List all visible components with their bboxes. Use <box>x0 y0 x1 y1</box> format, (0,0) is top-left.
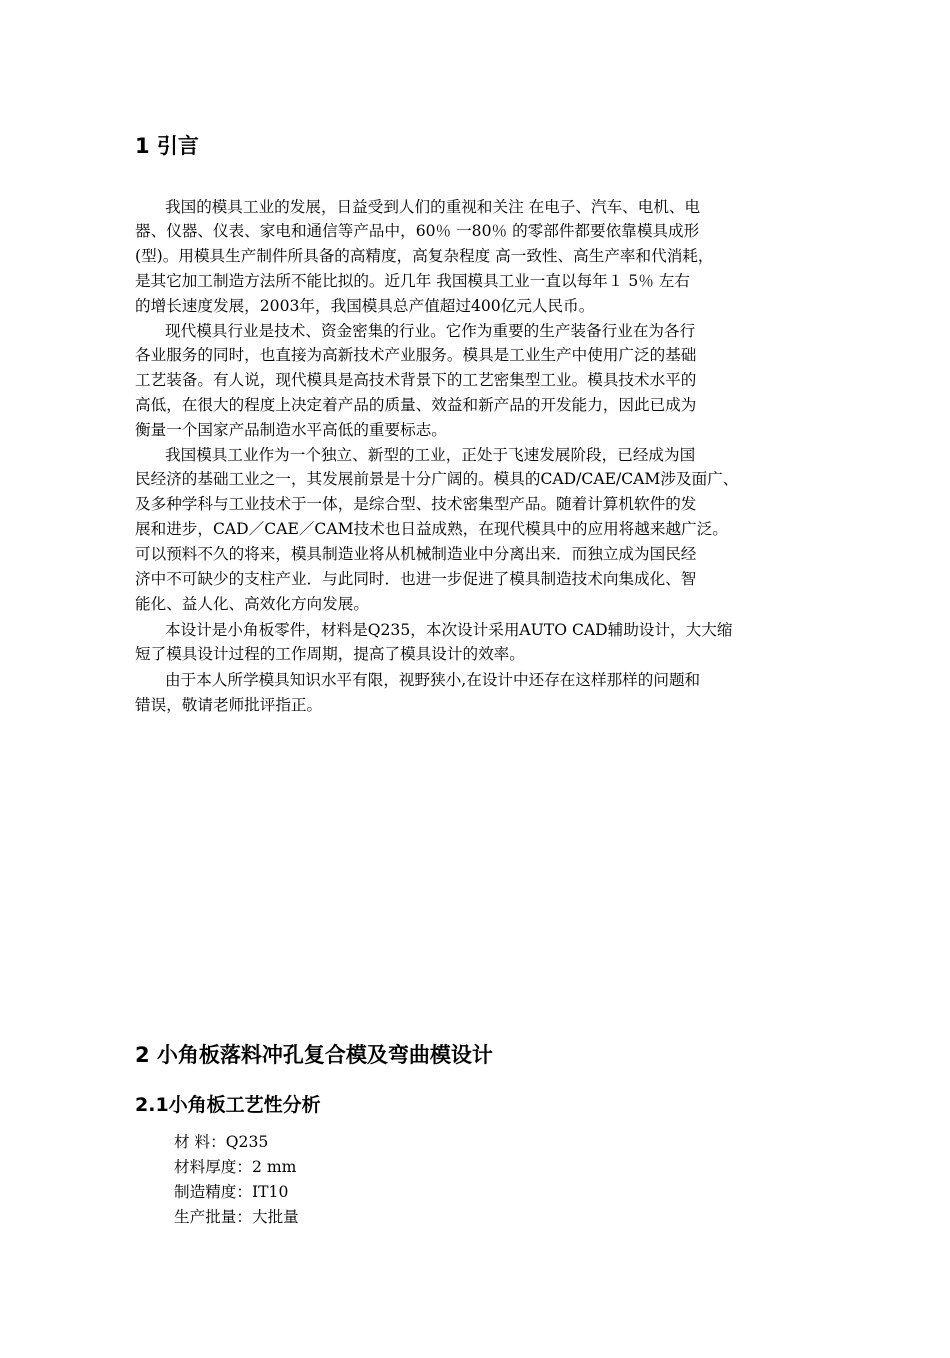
section-1-heading: 1 引言 <box>135 134 199 158</box>
text-line: 短了模具设计过程的工作周期，提高了模具设计的效率。 <box>135 645 525 663</box>
text-line: 工艺装备。有人说，现代模具是高技术背景下的工艺密集型工业。模具技术水平的 <box>135 371 697 389</box>
text-line: 衡量一个国家产品制造水平高低的重要标志。 <box>135 421 447 439</box>
text-line: 能化、益人化、高效化方向发展。 <box>135 595 369 613</box>
text-line: 高低，在很大的程度上决定着产品的质量、效益和新产品的开发能力，因此已成为 <box>135 396 697 414</box>
spec-item-thickness: 材料厚度：2 mm <box>174 1158 297 1176</box>
text-line: 由于本人所学模具知识水平有限，视野狭小,在设计中还存在这样那样的问题和 <box>165 671 701 689</box>
spec-item-material: 材 料：Q235 <box>174 1133 269 1151</box>
text-line: 我国的模具工业的发展，日益受到人们的重视和关注 在电子、汽车、电机、电 <box>165 198 701 216</box>
section-2-heading: 2 小角板落料冲孔复合模及弯曲模设计 <box>135 1043 493 1067</box>
text-line: 错误，敬请老师批评指正。 <box>135 696 323 714</box>
text-line: (型)。用模具生产制件所具备的高精度，高复杂程度 高一致性、高生产率和代消耗， <box>135 247 714 265</box>
text-line: 各业服务的同时，也直接为高新技术产业服务。模具是工业生产中使用广泛的基础 <box>135 346 697 364</box>
text-line: 我国模具工业作为一个独立、新型的工业，正处于飞速发展阶段，已经成为国 <box>165 446 696 464</box>
text-line: 的增长速度发展，2003年，我国模具总产值超过400亿元人民币。 <box>135 297 595 315</box>
text-line: 可以预料不久的将来，模具制造业将从机械制造业中分离出来．而独立成为国民经 <box>135 545 697 563</box>
text-line: 民经济的基础工业之一，其发展前景是十分广阔的。模具的CAD/CAE/CAM涉及面广、 <box>135 470 739 488</box>
spec-item-precision: 制造精度：IT10 <box>174 1183 289 1201</box>
text-line: 及多种学科与工业技术于一体，是综合型、技术密集型产品。随着计算机软件的发 <box>135 495 697 513</box>
text-line: 济中不可缺少的支柱产业．与此同时．也进一步促进了模具制造技术向集成化、智 <box>135 570 697 588</box>
text-line: 现代模具行业是技术、资金密集的行业。它作为重要的生产装备行业在为各行 <box>165 322 696 340</box>
spec-item-batch: 生产批量：大批量 <box>174 1208 299 1226</box>
text-line: 是其它加工制造方法所不能比拟的。近几年 我国模具工业一直以每年１ 5％ 左右 <box>135 272 690 290</box>
text-line: 本设计是小角板零件，材料是Q235，本次设计采用AUTO CAD辅助设计，大大缩 <box>165 621 733 639</box>
text-line: 展和进步，CAD／CAE／CAM技术也日益成熟，在现代模具中的应用将越来越广泛。 <box>135 520 728 538</box>
section-2-1-heading: 2.1小角板工艺性分析 <box>135 1094 321 1116</box>
text-line: 器、仪器、仪表、家电和通信等产品中，60％ 一80％ 的零部件都要依靠模具成形 <box>135 222 700 240</box>
